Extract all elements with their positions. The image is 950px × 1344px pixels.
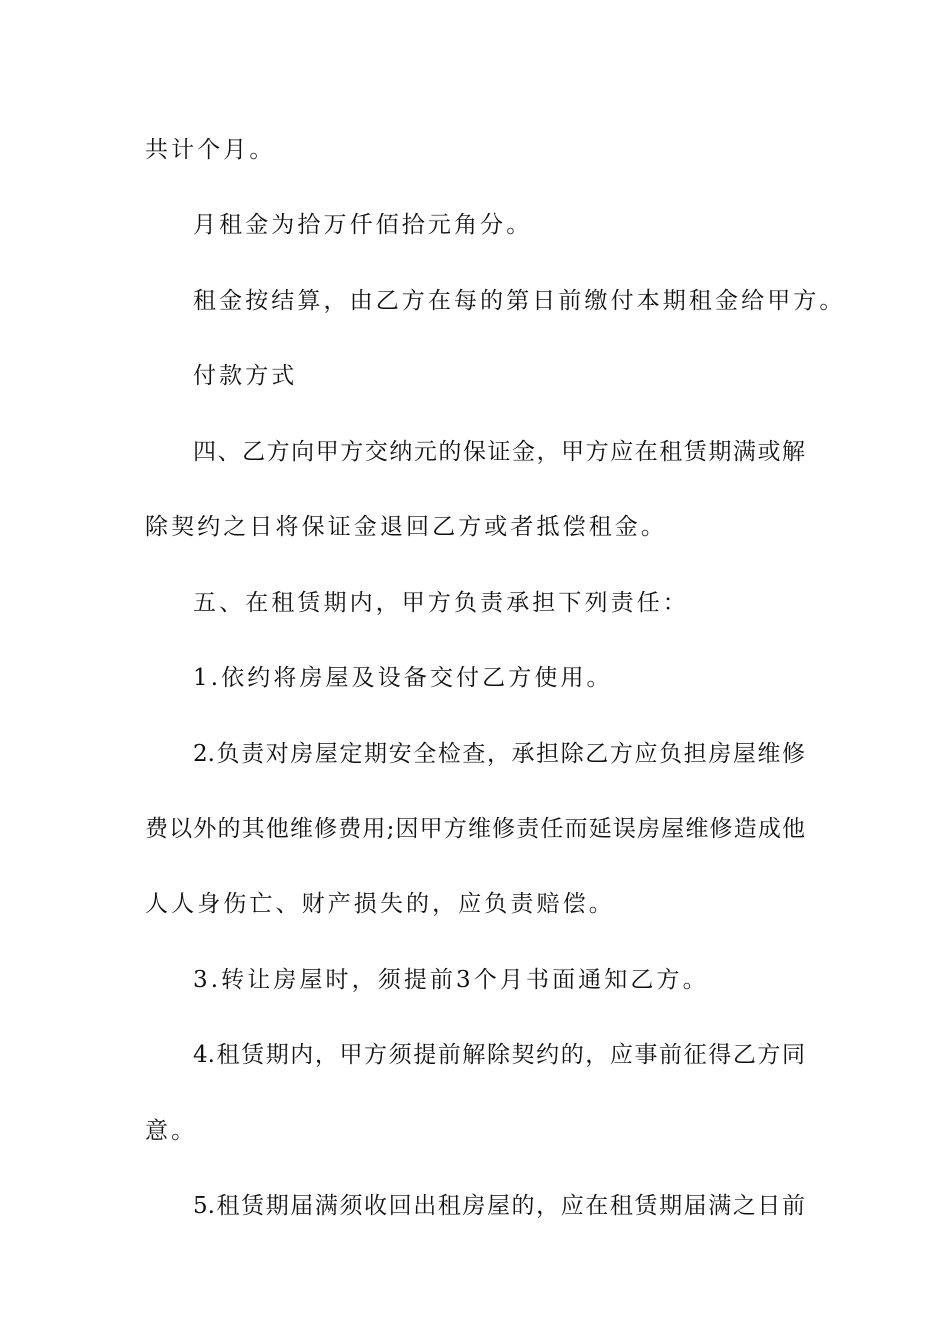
text-line: 1.依约将房屋及设备交付乙方使用。 xyxy=(193,665,613,691)
text-line: 共计个月。 xyxy=(145,137,276,163)
text-line: 2.负责对房屋定期安全检查，承担除乙方应负担房屋维修 xyxy=(193,741,805,767)
text-line: 租金按结算，由乙方在每的第日前缴付本期租金给甲方。 xyxy=(193,288,846,314)
text-line: 付款方式 xyxy=(193,363,298,389)
text-line: 四、乙方向甲方交纳元的保证金，甲方应在租赁期满或解 xyxy=(193,439,805,465)
text-line: 人人身伤亡、财产损失的，应负责赔偿。 xyxy=(145,891,615,917)
text-line: 费以外的其他维修费用;因甲方维修责任而延误房屋维修造成他 xyxy=(145,816,805,842)
text-line: 除契约之日将保证金退回乙方或者抵偿租金。 xyxy=(145,514,667,540)
text-line: 3.转让房屋时，须提前3个月书面通知乙方。 xyxy=(193,967,709,993)
text-line: 意。 xyxy=(145,1118,198,1144)
text-line: 月租金为拾万仟佰拾元角分。 xyxy=(193,212,533,238)
text-line: 4.租赁期内，甲方须提前解除契约的，应事前征得乙方同 xyxy=(193,1042,805,1068)
text-line: 5.租赁期届满须收回出租房屋的，应在租赁期届满之日前 xyxy=(193,1193,805,1219)
text-line: 五、在租赁期内，甲方负责承担下列责任： xyxy=(193,590,689,616)
